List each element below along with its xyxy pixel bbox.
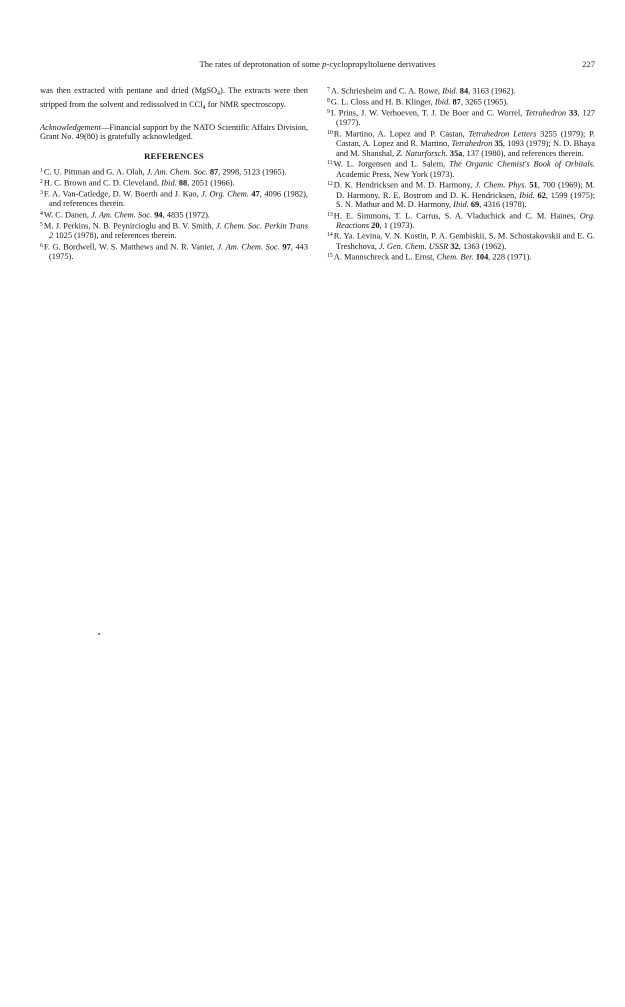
right-column bbox=[327, 86, 595, 263]
reference-number: 9 bbox=[327, 108, 330, 115]
reference-item: $^{10}$R. Martino, A. Lopez and P. Castan, Tetrahedron Letters 3255 (1979); P. Castan, A. Lopez and R. Martino, Tetrahedron 35, 1093 (1979); N. D. Bhaya and M. Shanshal, Z. Naturforsch. 35a, 137 (1980), and references therein. bbox=[327, 129, 596, 158]
left-column bbox=[40, 86, 308, 262]
reference-number: 3 bbox=[40, 189, 43, 196]
page-number: 227 bbox=[582, 59, 595, 69]
reference-number: 6 bbox=[40, 242, 43, 249]
reference-item: $^1$C. U. Pittman and G. A. Olah, J. Am. Chem. Soc. 87, 2998, 5123 (1965). bbox=[40, 167, 287, 177]
reference-number: 12 bbox=[327, 181, 333, 188]
reference-item: $^5$M. J. Perkins, N. B. Peynircioglu and B. V. Smith, J. Chem. Soc. Perkin Trans 2 1025 (1978), and references therein. bbox=[40, 221, 308, 241]
reference-number: 1 bbox=[40, 167, 43, 174]
reference-number: 5 bbox=[40, 221, 43, 228]
reference-list-left bbox=[40, 167, 308, 262]
reference-item: $^7$A. Schriesheim and C. A. Rowe, Ibid. 84, 3163 (1962). bbox=[327, 86, 516, 96]
reference-list-right bbox=[327, 86, 595, 263]
reference-item: $^4$W. C. Danen, J. Am. Chem. Soc. 94, 4835 (1972). bbox=[40, 210, 211, 220]
reference-item: $^9$I. Prins, J. W. Verhoeven, T. J. De Boer and C. Worrel, Tetrahedron 33, 127 (1977). bbox=[327, 108, 596, 128]
reference-item: $^{11}$W. L. Jorgensen and L. Salem, The Organic Chemist's Book of Orbitals. Academic Press, New York (1973). bbox=[327, 159, 596, 179]
reference-item: $^{15}$A. Mannschreck and L. Ernst, Chem. Ber. 104, 228 (1971). bbox=[327, 252, 532, 262]
running-title: The rates of deprotonation of some p-cyclopropyltoluene derivatives bbox=[199, 59, 436, 69]
reference-number: 4 bbox=[40, 210, 43, 217]
stray-dot-mark bbox=[98, 633, 100, 635]
reference-item: $^8$G. L. Closs and H. B. Klinger, Ibid. 87, 3265 (1965). bbox=[327, 97, 509, 107]
reference-item: $^2$H. C. Brown and C. D. Cleveland, Ibid. 88, 2051 (1966). bbox=[40, 178, 235, 188]
reference-number: 7 bbox=[327, 87, 330, 93]
reference-item: $^3$F. A. Van-Catledge, D. W. Boerth and J. Kao, J. Org. Chem. 47, 4096 (1982), and references therein. bbox=[40, 189, 308, 209]
reference-number: 2 bbox=[40, 178, 43, 185]
acknowledgement-label: Acknowledgement bbox=[40, 122, 101, 132]
acknowledgement-paragraph: Acknowledgement—Financial support by the NATO Scientific Affairs Division, Grant No. 49(80) is gratefully acknowledged. bbox=[40, 122, 308, 142]
reference-number: 10 bbox=[327, 129, 333, 136]
reference-number: 11 bbox=[327, 160, 333, 167]
running-header bbox=[40, 57, 595, 71]
reference-item: $^{12}$D. K. Hendricksen and M. D. Harmony, J. Chem. Phys. 51, 700 (1969); M. D. Harmony, R. E. Bostrom and D. K. Hendricksen, Ibid. 62, 1599 (1975); S. N. Mathur and M. D. Harmony, Ibid. 69, 4316 (1978). bbox=[327, 180, 596, 210]
reference-number: 13 bbox=[327, 211, 333, 218]
reference-number: 15 bbox=[327, 253, 333, 260]
reference-number: 14 bbox=[327, 232, 333, 239]
reference-item: $^{14}$R. Ya. Levina, V. N. Kostin, P. A. Gembiskii, S. M. Schostakovskii and E. G. Treshchova, J. Gen. Chem. USSR 32, 1363 (1962). bbox=[327, 232, 595, 251]
reference-item: $^{13}$H. E. Simmons, T. L. Carrus, S. A. Vladuchick and C. M. Haines, Org. Reactions 20, 1 (1973). bbox=[327, 211, 595, 231]
experimental-paragraph: was then extracted with pentane and dried (MgSO$_4$). The extracts were then stripped from the solvent and redissolved in CCl$_4$ for NMR spectroscopy. bbox=[40, 86, 308, 111]
reference-item: $^6$F. G. Bordwell, W. S. Matthews and N. R. Vanier, J. Am. Chem. Soc. 97, 443 (1975). bbox=[40, 242, 309, 261]
references-heading: REFERENCES bbox=[144, 151, 204, 162]
reference-number: 8 bbox=[327, 97, 330, 104]
